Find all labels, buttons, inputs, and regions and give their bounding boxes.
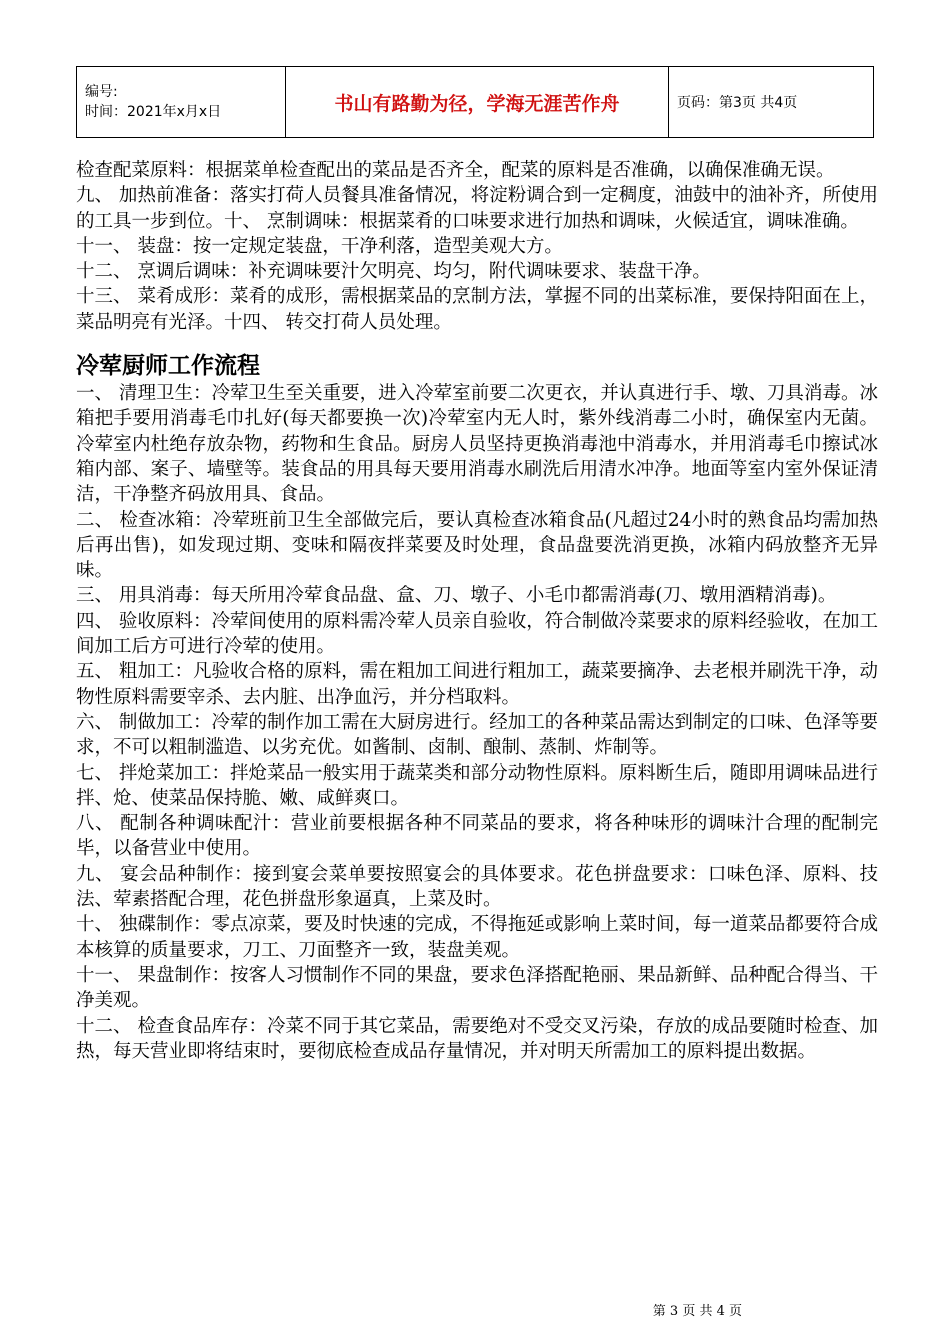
paragraph: 十二、 检查食品库存：冷菜不同于其它菜品，需要绝对不受交叉污染，存放的成品要随时检查、加热，每天营业即将结束时，要彻底检查成品存量情况，并对明天所需加工的原料提出数据。	[76, 1015, 878, 1062]
paragraph: 十一、 果盘制作：按客人习惯制作不同的果盘，要求色泽搭配艳丽、果品新鲜、品种配合得当、干净美观。	[76, 964, 878, 1012]
paragraph: 十三、 菜肴成形：菜肴的成形，需根据菜品的烹制方法，掌握不同的出菜标准，要保持阳面在上，菜品明亮有光泽。十四、 转交打荷人员处理。	[76, 286, 878, 333]
header-page-info: 页码：第3页 共4页	[669, 67, 874, 138]
paragraph: 九、 加热前准备：落实打荷人员餐具准备情况，将淀粉调合到一定稠度，油鼓中的油补齐，所使用的工具一步到位。十、 烹制调味：根据菜肴的口味要求进行加热和调味，火候适宜，调味准确。	[76, 185, 878, 232]
paragraph: 六、 制做加工：冷荤的制作加工需在大厨房进行。经加工的各种菜品需达到制定的口味、色泽等要求，不可以粗制滥造、以劣充优。如酱制、卤制、酿制、蒸制、炸制等。	[76, 711, 878, 759]
paragraph: 十、 独碟制作：零点凉菜，要及时快速的完成，不得拖延或影响上菜时间，每一道菜品都要符合成本核算的质量要求，刀工、刀面整齐一致，装盘美观。	[76, 914, 878, 961]
header-meta	[77, 67, 286, 138]
document-time-label: 时间：2021年x月x日	[85, 104, 222, 120]
section-title: 冷荤厨师工作流程	[76, 352, 260, 380]
header-slogan: 书山有路勤为径，学海无涯苦作舟	[286, 67, 669, 138]
document-number-label: 编号:	[85, 84, 118, 100]
paragraph: 十二、 烹调后调味：补充调味要汁欠明亮、均匀，附代调味要求、装盘干净。	[76, 261, 711, 283]
paragraph: 四、 验收原料：冷荤间使用的原料需冷荤人员亲自验收，符合制做冷菜要求的原料经验收，在加工间加工后方可进行冷荤的使用。	[76, 610, 878, 658]
paragraph: 三、 用具消毒：每天所用冷荤食品盘、盒、刀、墩子、小毛巾都需消毒(刀、墩用酒精消毒)。	[76, 585, 837, 607]
document-header	[76, 66, 874, 138]
paragraph: 八、 配制各种调味配汁：营业前要根据各种不同菜品的要求，将各种味形的调味汁合理的配制完毕，以备营业中使用。	[76, 813, 878, 860]
page-footer: 第 3 页 共 4 页	[652, 1304, 742, 1319]
paragraph: 五、 粗加工：凡验收合格的原料，需在粗加工间进行粗加工，蔬菜要摘净、去老根并刷洗干净，动物性原料需要宰杀、去内脏、出净血污，并分档取料。	[76, 661, 878, 708]
paragraph: 一、 清理卫生：冷荤卫生至关重要，进入冷荤室前要二次更衣，并认真进行手、墩、刀具消毒。冰箱把手要用消毒毛巾扎好(每天都要换一次)冷荤室内无人时，紫外线消毒二小时，确保室内无菌。冷荤室内杜绝存放杂物，药物和生食品。厨房人员坚持更换消毒池中消毒水，并用消毒毛巾擦试冰箱内部、案子、墙壁等。装食品的用具每天要用消毒水刷洗后用清水冲净。地面等室内室外保证清洁，干净整齐码放用具、食品。	[76, 383, 878, 506]
paragraph: 十一、 装盘：按一定规定装盘，干净利落，造型美观大方。	[76, 235, 563, 257]
paragraph: 检查配菜原料：根据菜单检查配出的菜品是否齐全，配菜的原料是否准确，以确保准确无误。	[76, 160, 835, 181]
document-body	[76, 158, 878, 1064]
paragraph: 七、 拌炝菜加工：拌炝菜品一般实用于蔬菜类和部分动物性原料。原料断生后，随即用调味品进行拌、炝、使菜品保持脆、嫩、咸鲜爽口。	[76, 762, 878, 809]
paragraph: 二、 检查冰箱：冷荤班前卫生全部做完后，要认真检查冰箱食品(凡超过24小时的熟食品均需加热后再出售)，如发现过期、变味和隔夜拌菜要及时处理，食品盘要洗消更换，冰箱内码放整齐无异味。	[76, 509, 878, 582]
paragraph: 九、 宴会品种制作：接到宴会菜单要按照宴会的具体要求。花色拼盘要求：口味色泽、原料、技法、荤素搭配合理，花色拼盘形象逼真，上菜及时。	[76, 863, 878, 911]
